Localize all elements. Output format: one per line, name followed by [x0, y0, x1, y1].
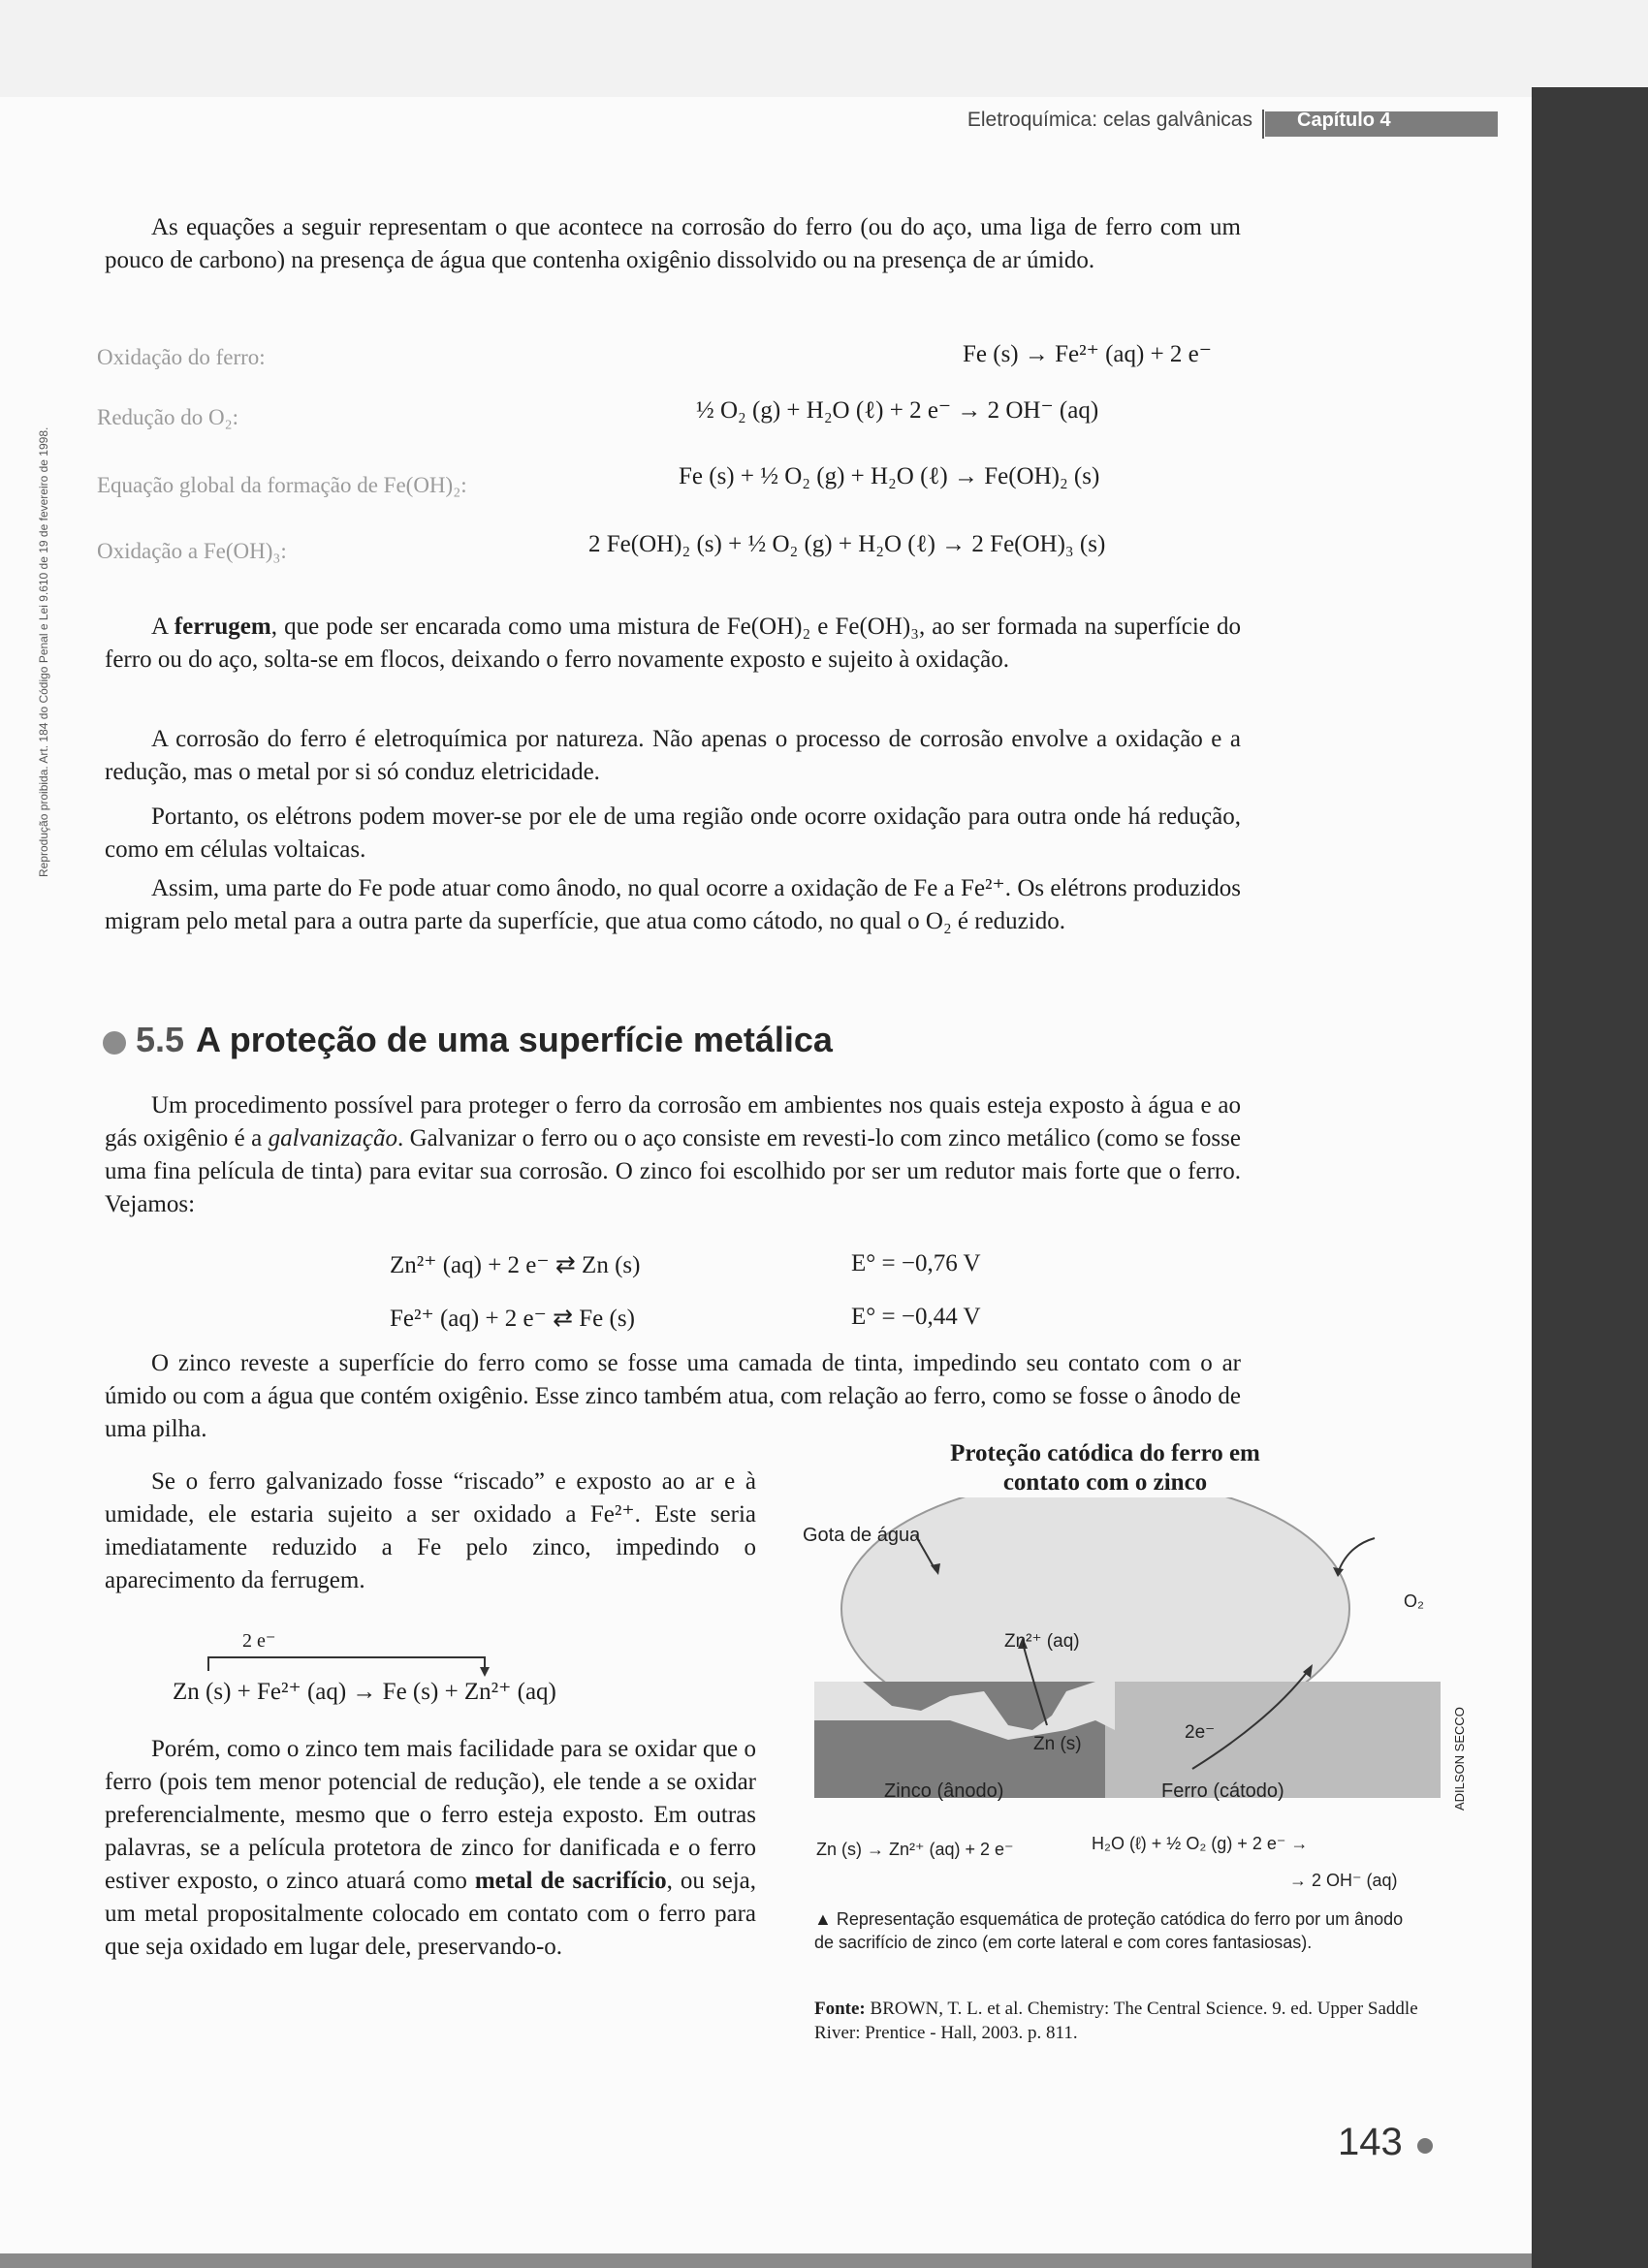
potential-zinc: Zn²⁺ (aq) + 2 e⁻ ⇄ Zn (s) [390, 1252, 641, 1278]
anode-label: Zinco (ânodo) [884, 1780, 1004, 1802]
paragraph-riscado: Se o ferro galvanizado fosse “riscado” e exposto ao ar e à umidade, ele estaria sujeito a ser oxidado a Fe²⁺. Este seria imediatamente reduzido a Fe pelo zinco, impedindo o aparecimento da ferrugem. [105, 1468, 756, 1593]
page-edge-shadow [1532, 87, 1648, 2268]
o2-label: O₂ [1404, 1591, 1424, 1611]
electron-label: 2e⁻ [1185, 1722, 1216, 1743]
intro-paragraph: As equações a seguir representam o que acontece na corrosão do ferro (ou do aço, uma liga de ferro com um pouco de carbono) na presença de água que contenha oxigênio dissolvido ou na presença de ar úmido. [105, 214, 1241, 273]
anode-half-reaction: Zn (s) → Zn²⁺ (aq) + 2 e⁻ [816, 1840, 1014, 1859]
zn-ion-label: Zn²⁺ (aq) [1004, 1631, 1080, 1652]
o2-arrow [1338, 1538, 1375, 1573]
eq-label-oxidation: Oxidação do ferro: [97, 345, 266, 369]
illustrator-credit: ADILSON SECCO [1452, 1707, 1467, 1811]
eq-label-global: Equação global da formação de Fe(OH)₂: [97, 473, 467, 497]
paragraph-sacrificio: Porém, como o zinco tem mais facilidade para se oxidar que o ferro (pois tem menor potencial de redução), ele tende a se oxidar preferencialmente, mesmo que o ferro esteja exposto. Em outras palavras, se a película protetora de zinco for danificada e o ferro estiver exposto, o zinco atuará como metal de sacrifício, ou seja, um metal propositalmente colocado em contato com o ferro para que seja oxidado em lugar dele, preservando-o. [105, 1736, 756, 1960]
running-header-title: Eletroquímica: celas galvânicas [967, 109, 1252, 131]
potential-zinc-value: E° = −0,76 V [851, 1250, 981, 1276]
galvanic-reaction: Zn (s) + Fe²⁺ (aq) → Fe (s) + Zn²⁺ (aq) [173, 1679, 556, 1705]
scan-background [0, 0, 1648, 97]
drop-label: Gota de água [803, 1525, 921, 1546]
copyright-side-note: Reprodução proibida. Art. 184 do Código Penal e Lei 9.610 de 19 de fevereiro de 1998. [37, 426, 50, 877]
figure-source: Fonte: BROWN, T. L. et al. Chemistry: The Central Science. 9. ed. Upper Saddle River: Prentice - Hall, 2003. p. 811. [814, 1999, 1418, 2043]
cathode-half-reaction-product: → 2 OH⁻ (aq) [1289, 1871, 1398, 1890]
page-number: 143 [1338, 2121, 1403, 2163]
figure-caption: ▲ Representação esquemática de proteção catódica do ferro por um ânodo de sacrifício de zinco (em corte lateral e com cores fantasiosas). [814, 1909, 1404, 1952]
section-bullet-icon [103, 1031, 126, 1055]
header-separator [1262, 110, 1264, 139]
eq-feoh3: 2 Fe(OH)₂ (s) + ½ O₂ (g) + H₂O (ℓ) → 2 Fe(OH)₃ (s) [588, 531, 1106, 557]
figure-title: Proteção catódica do ferro em contato com o zinco [950, 1440, 1260, 1496]
paragraph-ferrugem: A ferrugem, que pode ser encarada como uma mistura de Fe(OH)₂ e Fe(OH)₃, ao ser formada na superfície do ferro ou do aço, solta-se em flocos, deixando o ferro novamente exposto e sujeito à oxidação. [105, 614, 1241, 673]
cathode-label: Ferro (cátodo) [1161, 1780, 1284, 1802]
paragraph-reveste: O zinco reveste a superfície do ferro como se fosse uma camada de tinta, impedindo seu contato com o ar úmido ou com a água que contém oxigênio. Esse zinco também atua, com relação ao ferro, como se fosse o ânodo de uma pilha. [105, 1350, 1241, 1442]
section-heading: 5.5 A proteção de uma superfície metálica [136, 1020, 833, 1059]
chapter-label: Capítulo 4 [1297, 110, 1391, 131]
potential-iron-value: E° = −0,44 V [851, 1304, 981, 1330]
electron-transfer-label: 2 e⁻ [242, 1630, 276, 1652]
potential-iron: Fe²⁺ (aq) + 2 e⁻ ⇄ Fe (s) [390, 1306, 635, 1332]
cathode-half-reaction: H₂O (ℓ) + ½ O₂ (g) + 2 e⁻ → [1092, 1834, 1309, 1853]
paragraph-anodo: Assim, uma parte do Fe pode atuar como ânodo, no qual ocorre a oxidação de Fe a Fe²⁺. Os elétrons produzidos migram pelo metal para a outra parte da superfície, que atua como cátodo, no qual o O₂ é reduzido. [105, 875, 1241, 934]
eq-oxidation: Fe (s) → Fe²⁺ (aq) + 2 e⁻ [963, 341, 1212, 367]
eq-label-feoh3: Oxidação a Fe(OH)₃: [97, 539, 287, 563]
eq-label-reduction: Redução do O₂: [97, 405, 238, 429]
paragraph-eletrons: Portanto, os elétrons podem mover-se por ele de uma região onde ocorre oxidação para outra onde há redução, como em células voltaicas. [105, 803, 1241, 863]
page-number-dot [1417, 2138, 1433, 2154]
cathodic-protection-diagram [805, 1497, 1464, 1827]
paragraph-galvanizacao: Um procedimento possível para proteger o ferro da corrosão em ambientes nos quais esteja exposto à água e ao gás oxigênio é a galvanização. Galvanizar o ferro ou o aço consiste em revesti-lo com zinco metálico (como se fosse uma fina película de tinta) para evitar sua corrosão. O zinco foi escolhido por ser um redutor mais forte que o ferro. Vejamos: [105, 1092, 1241, 1217]
eq-global: Fe (s) + ½ O₂ (g) + H₂O (ℓ) → Fe(OH)₂ (s) [679, 463, 1100, 489]
eq-reduction: ½ O₂ (g) + H₂O (ℓ) + 2 e⁻ → 2 OH⁻ (aq) [696, 397, 1099, 424]
zn-label: Zn (s) [1033, 1734, 1082, 1754]
paragraph-corrosao: A corrosão do ferro é eletroquímica por natureza. Não apenas o processo de corrosão envolve a oxidação e a redução, mas o metal por si só conduz eletricidade. [105, 726, 1241, 785]
